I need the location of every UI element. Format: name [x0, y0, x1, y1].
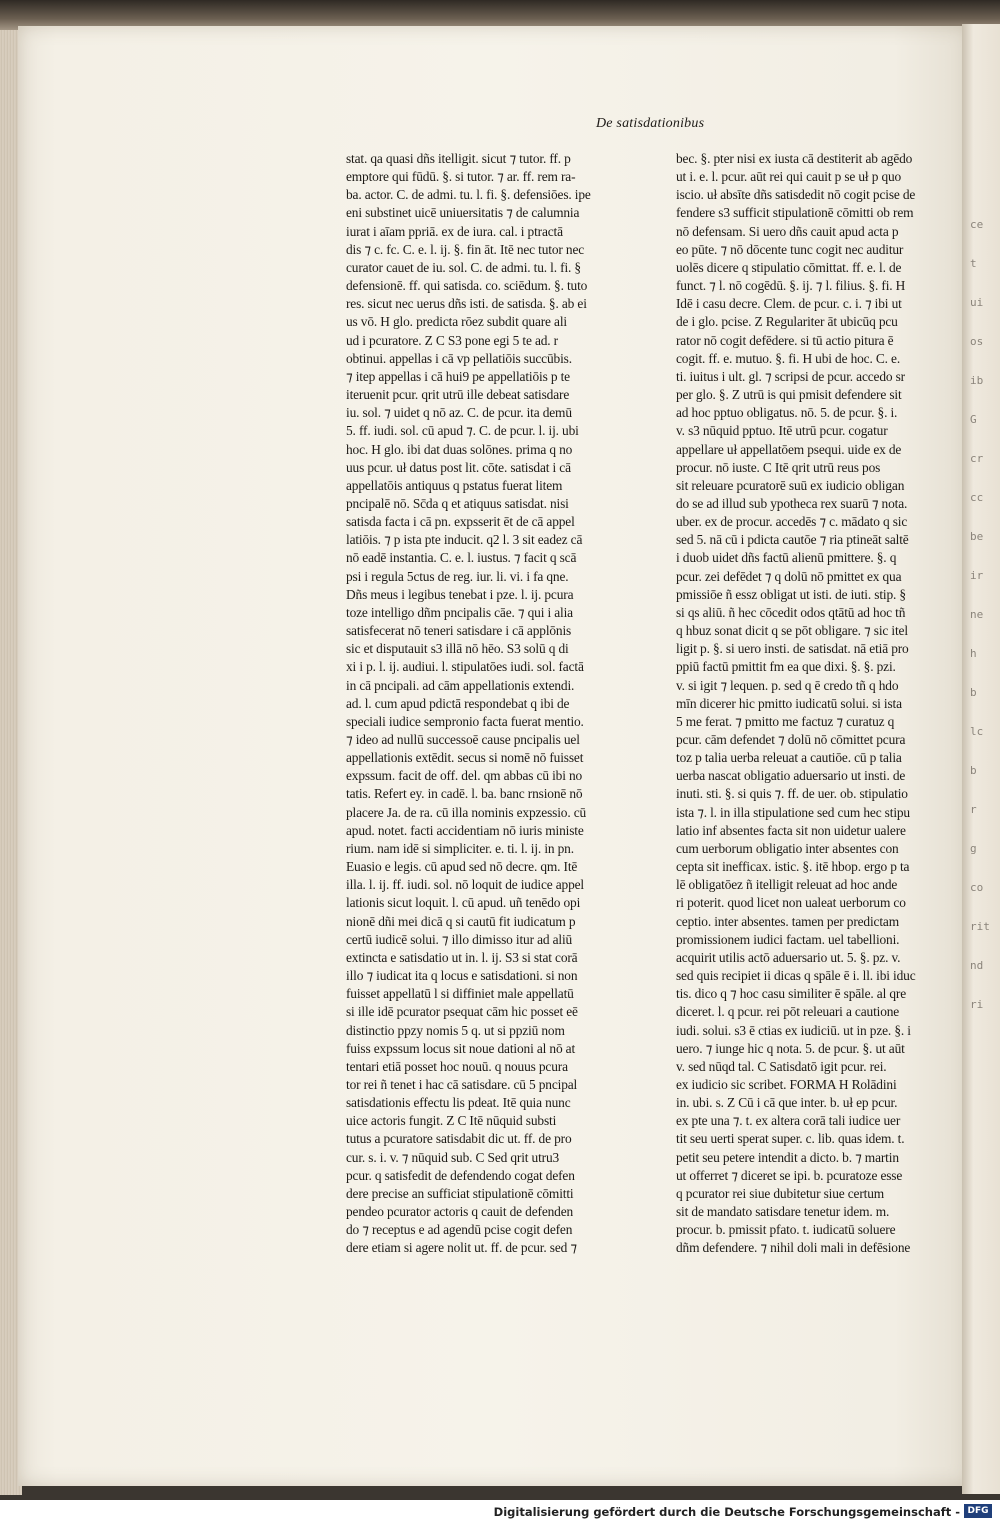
left-column-line: tatis. Refert ey. in cadē. l. ba. banc rnsionē nō — [346, 786, 583, 802]
left-column-line: appellatōis antiquus q pstatus fuerat litem — [346, 477, 563, 493]
right-text-column — [676, 150, 934, 1258]
left-column-line: ad. l. cum apud pdictā respondebat q ibi de — [346, 695, 570, 711]
left-column-line: iurat i aīam ppriā. ex de iura. cal. i ptractā — [346, 223, 563, 239]
running-head: De satisdationibus — [596, 116, 705, 131]
left-column-line: nionē dñi mei dicā q si cautū fit iudicatum p — [346, 913, 576, 929]
left-column-line: sic et disputauit s3 illā nō hēo. S3 solū q di — [346, 641, 569, 657]
right-column-line: pmissiōe ñ essz obligat ut isti. de iuti. stip. § — [676, 586, 906, 602]
right-column-line: si qs aliū. ñ hec cōcedit odos qtātū ad hoc tñ — [676, 604, 906, 620]
right-column-line: v. sed nūqd tal. C Satisdatō igit pcur. rei. — [676, 1058, 887, 1074]
right-column-line: pcur. cām defendet ⁊ dolū nō cōmittet pcura — [676, 732, 906, 747]
left-column-line: nō eadē instantia. C. e. l. iustus. ⁊ facit q scā — [346, 550, 577, 566]
right-column-line: procur. nō iuste. C Itē qrit utrū reus pos — [676, 459, 881, 475]
right-column-line: ppiū factū pmittit fm ea que dixi. §. §. pzi. — [676, 659, 896, 675]
right-column-line: q pcurator rei siue dubitetur siue certum — [676, 1185, 885, 1201]
right-column-line: uerba nascat obligatio aduersario ut insti. de — [676, 768, 906, 784]
right-column-line: cogit. ff. e. mutuo. §. fi. H ubi de hoc. C. e. — [676, 350, 901, 366]
right-column-line: ista ⁊. l. in illa stipulatione sed cum hec stipu — [676, 804, 910, 820]
right-column-line: ut offerret ⁊ diceret se ipi. b. pcuratoze esse — [676, 1167, 903, 1183]
right-column-line: v. si igit ⁊ lequen. p. sed q ē credo tñ q hdo — [676, 677, 899, 693]
right-column-line: i duob uidet dñs factū alienū pmittere. §. q — [676, 550, 897, 566]
right-column-line: latio inf absentes facta sit non uidetur ualere — [676, 822, 906, 838]
left-column-line: tentari etiā posset hoc nouū. q nouus pcura — [346, 1058, 568, 1074]
left-column-line: fuiss expssum locus sit noue dationi al nō at — [346, 1040, 576, 1056]
left-column-line: emptore qui fūdū. §. si tutor. ⁊ ar. ff. rem ra- — [346, 169, 576, 185]
left-column-line: satisfecerat nō teneri satisdare i cā applōnis — [346, 623, 572, 639]
right-column-line: procur. b. pmissit pfato. t. iudicatū soluere — [676, 1222, 896, 1238]
dfg-logo: DFG — [964, 1504, 992, 1518]
right-column-line: cum uerborum obligatio inter absentes con — [676, 840, 899, 856]
facing-page-text-fragments — [970, 24, 1000, 1494]
left-text-column — [346, 150, 638, 1258]
right-column-line: mīn dicerer hic pmitto iudicatū solui. si ista — [676, 695, 902, 711]
facing-page-fragment: co — [970, 881, 984, 894]
right-column-line: funct. ⁊ l. nō cogēdū. §. ij. ⁊ l. filius. §. fi. H — [676, 278, 906, 294]
right-column-line: promissionem iudici factam. uel tabellioni. — [676, 931, 900, 947]
left-column-line: curator cauet de iu. sol. C. de admi. tu. l. fi. § — [346, 259, 581, 275]
facing-page-fragment: g — [970, 842, 977, 855]
left-column-line: dis ⁊ c. fc. C. e. l. ij. §. fin āt. Itē nec tutor nec — [346, 241, 585, 257]
right-column-line: ut i. e. l. pcur. aūt rei qui cauit p se uł p quo — [676, 169, 902, 185]
right-column-line: Idē i casu decre. Clem. de pcur. c. i. ⁊ ibi ut — [676, 296, 902, 312]
left-column-line: Dñs meus i legibus tenebat i pze. l. ij. pcura — [346, 586, 574, 602]
left-column-line: distinctio ppzy nomis 5 q. ut si ppziū nom — [346, 1022, 565, 1038]
left-column-line: tutus a pcuratore satisdabit dic ut. ff. de pro — [346, 1131, 572, 1147]
facing-page-fragment: ne — [970, 608, 984, 621]
right-column-line: sit releuare pcuratorē suū ex iudicio obligan — [676, 477, 905, 493]
left-column-line: toze intelligo dñm pncipalis cāe. ⁊ qui i alia — [346, 604, 573, 620]
right-column-line: bec. §. pter nisi ex iusta cā destiterit ab agēdo — [676, 151, 913, 166]
left-column-line: iu. sol. ⁊ uidet q nō az. C. de pcur. ita demū — [346, 405, 572, 421]
left-column-line: iteruenit pcur. qrit utrū ille debeat satisdare — [346, 387, 570, 403]
left-column-line: satisda facta i cā pn. expsserit ēt de cā appel — [346, 514, 575, 530]
left-column-line: eni substinet uicē uniuersitatis ⁊ de calumnia — [346, 205, 580, 221]
left-column-line: tor rei ñ tenet i hac cā satisdare. cū 5 pncipal — [346, 1076, 578, 1092]
left-column-line: fuisset appellatū l si diffiniet male appellatū — [346, 986, 574, 1002]
right-column-line: sed 5. nā cū i pdicta cautōe ⁊ ria ptineāt saltē — [676, 532, 909, 548]
facing-page-gutter — [962, 24, 1000, 1494]
left-column-line: dere precise an sufficiat stipulationē cōmitti — [346, 1185, 574, 1201]
left-column-line: obtinui. appellas i cā vp pellatiōis succūbis. — [346, 350, 572, 366]
left-column-line: ⁊ ideo ad nullū successoē cause pncipalis uel — [346, 732, 580, 747]
left-column-line: us vō. H glo. predicta rōez subdit quare ali — [346, 314, 567, 330]
left-column-line: uus pcur. uł datus post lit. cōte. satisdat i cā — [346, 459, 571, 475]
facing-page-fragment: lc — [970, 725, 984, 738]
facing-page-fragment: t — [970, 257, 977, 270]
right-column-line: lē obligatōez ñ itelligit releuat ad hoc ande — [676, 877, 898, 893]
left-column-line: illo ⁊ iudicat ita q locus e satisdationi. si non — [346, 968, 578, 984]
right-column-line: uero. ⁊ iunge hic q nota. 5. de pcur. §. ut aūt — [676, 1040, 905, 1056]
left-column-line: illa. l. ij. ff. iudi. sol. nō loquit de iudice appel — [346, 877, 585, 893]
left-column-line: stat. qa quasi dñs itelligit. sicut ⁊ tutor. ff. p — [346, 151, 571, 166]
facing-page-fragment: G — [970, 413, 977, 426]
left-column-line: ba. actor. C. de admi. tu. l. fi. §. defensiōes. ipe — [346, 187, 591, 203]
left-column-line: extincta e satisdatio ut in. l. ij. S3 si stat corā — [346, 949, 578, 965]
right-column-line: ceptio. inter absentes. tamen per predictam — [676, 913, 899, 929]
left-column-line: placere Ja. de ra. cū illa nominis expzessio. cū — [346, 804, 587, 820]
right-column-line: uolēs dicere q stipulatio cōmittat. ff. e. l. de — [676, 259, 902, 275]
right-column-line: iscio. uł absīte dñs satisdedit nō cogit pcise de — [676, 187, 916, 203]
left-column-line: psi i regula 5ctus de reg. iur. li. vi. i fa qne. — [346, 568, 569, 584]
right-column-line: pcur. zei defēdet ⁊ q dolū nō pmittet ex qua — [676, 568, 902, 584]
facing-page-fragment: ui — [970, 296, 984, 309]
right-column-line: sed quis recipiet ii dicas q spāle ē i. ll. ibi iduc — [676, 968, 916, 984]
left-column-line: defensionē. ff. qui satisda. co. sciēdum. §. tuto — [346, 278, 588, 294]
right-column-line: eo pūte. ⁊ nō dōcente tunc cogit nec auditur — [676, 241, 904, 257]
right-column-line: 5 me ferat. ⁊ pmitto me factuz ⁊ curatuz q — [676, 713, 895, 729]
facing-page-fragment: ir — [970, 569, 984, 582]
facing-page-fragment: h — [970, 647, 977, 660]
left-column-line: ⁊ itep appellas i cā hui9 pe appellatiōis p te — [346, 368, 570, 384]
left-column-line: appellationis extēdit. secus si nomē nō fuisset — [346, 750, 584, 766]
right-column-line: do se ad illud sub ypotheca rex suarū ⁊ nota. — [676, 495, 908, 511]
right-column-line: iudi. solui. s3 ē ctias ex iudiciū. ut in pze. §. i — [676, 1022, 911, 1038]
right-column-line: de i glo. pcise. Z Regulariter āt ubicūq pcu — [676, 314, 898, 330]
footer-funding-text: Digitalisierung gefördert durch die Deutsche Forschungsgemeinschaft - — [493, 1505, 960, 1519]
left-column-line: uice actoris fungit. Z C Itē nūquid substi — [346, 1113, 557, 1129]
right-column-line: rator nō cogit defēdere. si tū actio pitura ē — [676, 332, 894, 348]
right-column-line: toz p talia uerba releuat a cautiōe. cū p talia — [676, 750, 902, 766]
right-column-line: nō defensam. Si uero dñs cauit apud acta p — [676, 223, 899, 239]
left-column-line: rium. nam idē si simpliciter. e. ti. l. ij. in pn. — [346, 840, 574, 856]
right-column-line: tis. dico q ⁊ hoc casu similiter ē spāle. al qre — [676, 986, 907, 1002]
left-column-line: apud. notet. facti accidentiam nō iuris ministe — [346, 822, 584, 838]
right-column-line: appellare uł appellatōem psequi. uide ex de — [676, 441, 902, 457]
left-column-line: pcur. q satisfedit de defendendo cogat defen — [346, 1167, 575, 1183]
right-column-line: sit de mandato satisdare tenetur idem. m. — [676, 1204, 890, 1220]
left-column-line: speciali iudice sempronio facta fuerat mentio. — [346, 713, 584, 729]
left-column-line: dere etiam si agere nolit ut. ff. de pcur. sed ⁊ — [346, 1240, 577, 1256]
left-column-line: latiōis. ⁊ p ista pte inducit. q2 l. 3 sit eadez cā — [346, 532, 583, 548]
facing-page-fragment: nd — [970, 959, 984, 972]
facing-page-fragment: be — [970, 530, 984, 543]
right-column-line: cepta sit inefficax. istic. §. itē hbop. ergo p ta — [676, 859, 910, 875]
right-column-line: inuti. sti. §. si quis ⁊. ff. de uer. ob. stipulatio — [676, 786, 908, 802]
facing-page-fragment: b — [970, 686, 977, 699]
right-column-line: q hbuz sonat dicit q se pōt obligare. ⁊ sic itel — [676, 623, 908, 639]
right-column-line: ex iudicio sic scribet. FORMA H Rolādini — [676, 1076, 897, 1092]
facing-page-fragment: cr — [970, 452, 984, 465]
right-column-line: dñm defendere. ⁊ nihil doli mali in defēsione — [676, 1240, 911, 1256]
left-column-line: pendeo pcurator actoris q cauit de defenden — [346, 1204, 574, 1220]
left-column-line: in cā pncipali. ad cām appellationis extendi. — [346, 677, 575, 693]
right-column-line: acquirit utilis actō aduersario ut. 5. §. pz. v. — [676, 949, 901, 965]
right-column-line: ad hoc pptuo obligatus. nō. 5. de pcur. §. i. — [676, 405, 898, 421]
left-column-line: ud i pcuratore. Z C S3 pone egi 5 te ad. r — [346, 332, 558, 348]
left-column-line: 5. ff. iudi. sol. cū apud ⁊. C. de pcur. l. ij. ubi — [346, 423, 579, 439]
right-column-line: petit seu petere intendit a dicto. b. ⁊ martin — [676, 1149, 899, 1165]
left-column-line: si ille idē pcurator psequat cām hic posset eē — [346, 1004, 578, 1020]
left-column-line: res. sicut nec uerus dñs isti. de satisda. §. ab ei — [346, 296, 587, 312]
footer-bar — [0, 1500, 1000, 1523]
facing-page-fragment: ri — [970, 998, 984, 1011]
facing-page-fragment: ce — [970, 218, 984, 231]
left-column-line: lationis sicut loquit. l. cū apud. uñ tenēdo opi — [346, 895, 581, 911]
facing-page-fragment: r — [970, 803, 977, 816]
right-column-line: in. ubi. s. Z Cū i cā que inter. b. uł ep pcur. — [676, 1095, 898, 1111]
facing-page-fragment: cc — [970, 491, 984, 504]
right-column-line: per glo. §. Z utrū is qui pmisit defendere sit — [676, 387, 902, 403]
right-column-line: ti. iuitus i ult. gl. ⁊ scripsi de pcur. accedo sr — [676, 368, 905, 384]
right-column-line: uber. ex de procur. accedēs ⁊ c. mādato q sic — [676, 514, 908, 530]
right-column-line: v. s3 nūquid pptuo. Itē utrū pcur. cogatur — [676, 423, 888, 439]
facing-page-fragment: rit — [970, 920, 990, 933]
left-column-line: satisdationis effectu lis pdeat. Itē quia nunc — [346, 1095, 571, 1111]
left-column-line: do ⁊ receptus e ad agendū pcise cogit defen — [346, 1222, 573, 1238]
right-column-line: diceret. l. q pcur. rei pōt releuari a cautione — [676, 1004, 900, 1020]
left-column-line: pncipalē nō. Sc̄da q et atiquus satisdat. nisi — [346, 495, 569, 511]
left-column-line: hoc. H glo. ibi dat duas solōnes. prima q no — [346, 441, 573, 457]
facing-page-fragment: ib — [970, 374, 984, 387]
facing-page-fragment: b — [970, 764, 977, 777]
right-column-line: tit seu uerti sperat super. c. lib. quas idem. t. — [676, 1131, 905, 1147]
right-column-line: ligit p. §. si uero insti. de satisdat. nā etiā pro — [676, 641, 909, 657]
left-column-line: cur. s. i. v. ⁊ nūquid sub. C Sed qrit utru3 — [346, 1149, 560, 1165]
right-column-line: ex pte una ⁊. t. ex altera corā tali iudice uer — [676, 1113, 901, 1129]
right-column-line: ri poterit. quod licet non ualeat uerborum co — [676, 895, 906, 911]
left-column-line: certū iudicē solui. ⁊ illo dimisso itur ad aliū — [346, 931, 573, 947]
left-column-line: xi i p. l. ij. audiui. l. stipulatōes iudi. sol. factā — [346, 659, 584, 675]
left-column-line: expssum. facit de off. del. qm abbas cū ibi no — [346, 768, 583, 784]
right-column-line: fendere s3 sufficit stipulationē cōmitti ob rem — [676, 205, 914, 221]
facing-page-fragment: os — [970, 335, 984, 348]
left-column-line: Euasio e legis. cū apud sed nō decre. qm. Itē — [346, 859, 578, 875]
